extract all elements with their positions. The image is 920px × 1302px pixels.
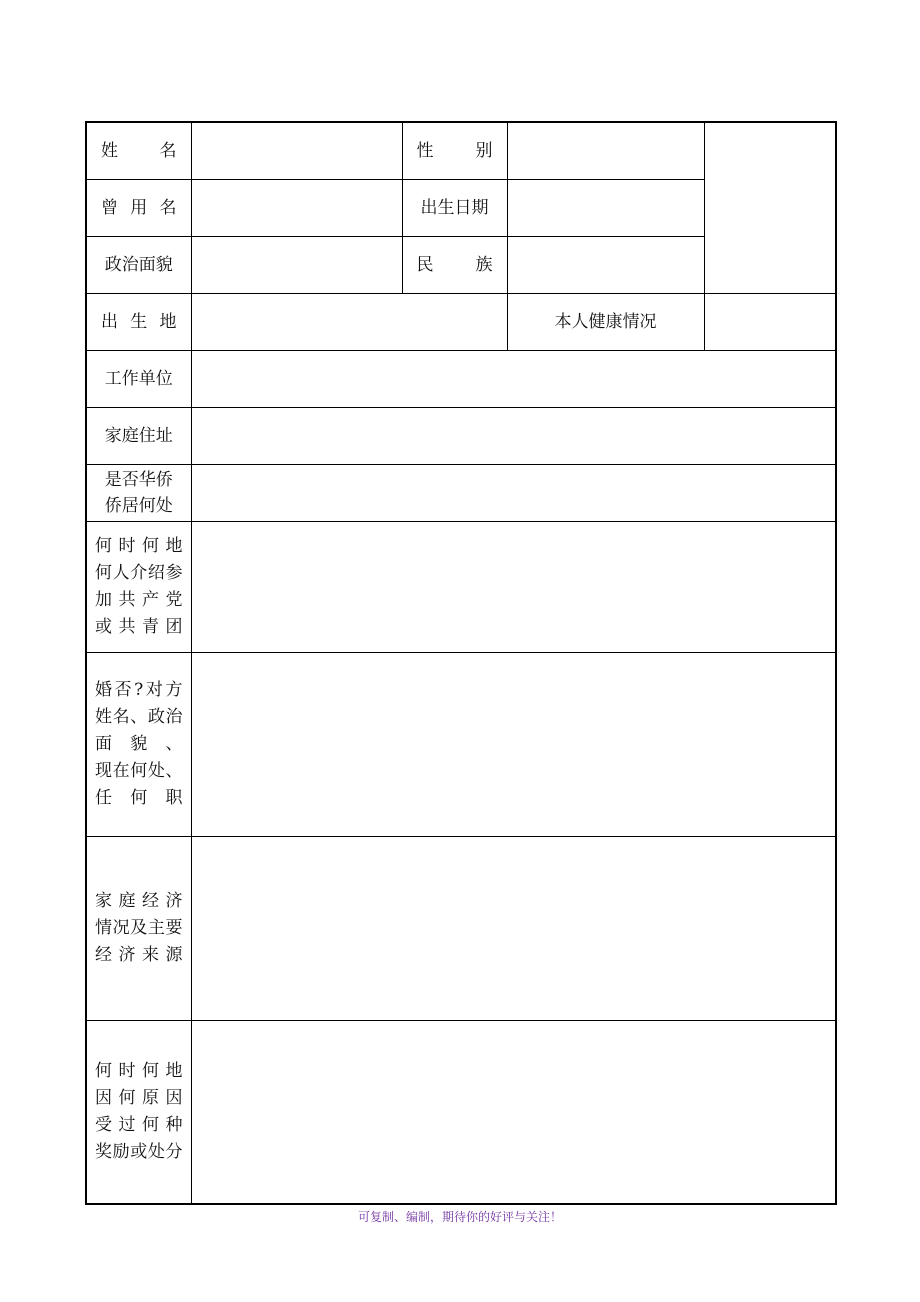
economy-label-line3: 经济来源 bbox=[95, 944, 183, 965]
footer-note: 可复制、编制，期待你的好评与关注！ bbox=[357, 1210, 562, 1224]
home-address-field[interactable] bbox=[191, 407, 836, 464]
party-join-field[interactable] bbox=[191, 521, 836, 652]
overseas-label bbox=[86, 464, 191, 521]
marriage-field[interactable] bbox=[191, 652, 836, 836]
gender-field[interactable] bbox=[507, 122, 704, 179]
overseas-label-line2: 侨居何处 bbox=[104, 495, 173, 516]
former-name-label: 曾 用 名 bbox=[86, 179, 191, 236]
registration-form-table bbox=[85, 121, 837, 1205]
political-status-field[interactable] bbox=[191, 236, 402, 293]
row-reward bbox=[86, 1020, 836, 1204]
reward-label-line1: 何时何地 bbox=[95, 1060, 183, 1081]
marriage-label-line2: 姓名、政治 bbox=[95, 706, 183, 727]
birthplace-label: 出 生 地 bbox=[86, 293, 191, 350]
marriage-label-line1: 婚否?对方 bbox=[95, 679, 183, 700]
row-marriage bbox=[86, 652, 836, 836]
marriage-label-line5: 任 何 职 bbox=[95, 787, 183, 808]
marriage-label-line3: 面 貌 、 bbox=[95, 733, 183, 754]
economy-label-line1: 家庭经济 bbox=[95, 890, 183, 911]
party-label-line3: 加共产党 bbox=[95, 589, 183, 610]
marriage-label-line4: 现在何处、 bbox=[95, 760, 183, 781]
reward-punishment-label bbox=[86, 1020, 191, 1204]
former-name-field[interactable] bbox=[191, 179, 402, 236]
party-join-label bbox=[86, 521, 191, 652]
row-home-address bbox=[86, 407, 836, 464]
row-party bbox=[86, 521, 836, 652]
party-label-line2: 何人介绍参 bbox=[95, 562, 183, 583]
marriage-label bbox=[86, 652, 191, 836]
name-field[interactable] bbox=[191, 122, 402, 179]
row-economy bbox=[86, 836, 836, 1020]
birth-date-label: 出生日期 bbox=[402, 179, 507, 236]
home-address-label: 家庭住址 bbox=[86, 407, 191, 464]
name-label: 姓 名 bbox=[86, 122, 191, 179]
overseas-label-line1: 是否华侨 bbox=[104, 469, 173, 490]
birth-date-field[interactable] bbox=[507, 179, 704, 236]
reward-punishment-field[interactable] bbox=[191, 1020, 836, 1204]
work-unit-label: 工作单位 bbox=[86, 350, 191, 407]
work-unit-field[interactable] bbox=[191, 350, 836, 407]
health-field[interactable] bbox=[704, 293, 836, 350]
party-label-line4: 或共青团 bbox=[95, 616, 183, 637]
family-economy-label bbox=[86, 836, 191, 1020]
birthplace-field[interactable] bbox=[191, 293, 507, 350]
ethnic-label: 民 族 bbox=[402, 236, 507, 293]
overseas-field[interactable] bbox=[191, 464, 836, 521]
row-birthplace bbox=[86, 293, 836, 350]
row-overseas bbox=[86, 464, 836, 521]
row-name bbox=[86, 122, 836, 179]
row-work-unit bbox=[86, 350, 836, 407]
political-status-label: 政治面貌 bbox=[86, 236, 191, 293]
photo-box[interactable] bbox=[704, 122, 836, 293]
reward-label-line4: 奖励或处分 bbox=[95, 1141, 183, 1162]
gender-label: 性 别 bbox=[402, 122, 507, 179]
reward-label-line3: 受过何种 bbox=[95, 1114, 183, 1135]
economy-label-line2: 情况及主要 bbox=[95, 917, 183, 938]
party-label-line1: 何时何地 bbox=[95, 535, 183, 556]
health-label: 本人健康情况 bbox=[507, 293, 704, 350]
ethnic-field[interactable] bbox=[507, 236, 704, 293]
family-economy-field[interactable] bbox=[191, 836, 836, 1020]
reward-label-line2: 因何原因 bbox=[95, 1087, 183, 1108]
